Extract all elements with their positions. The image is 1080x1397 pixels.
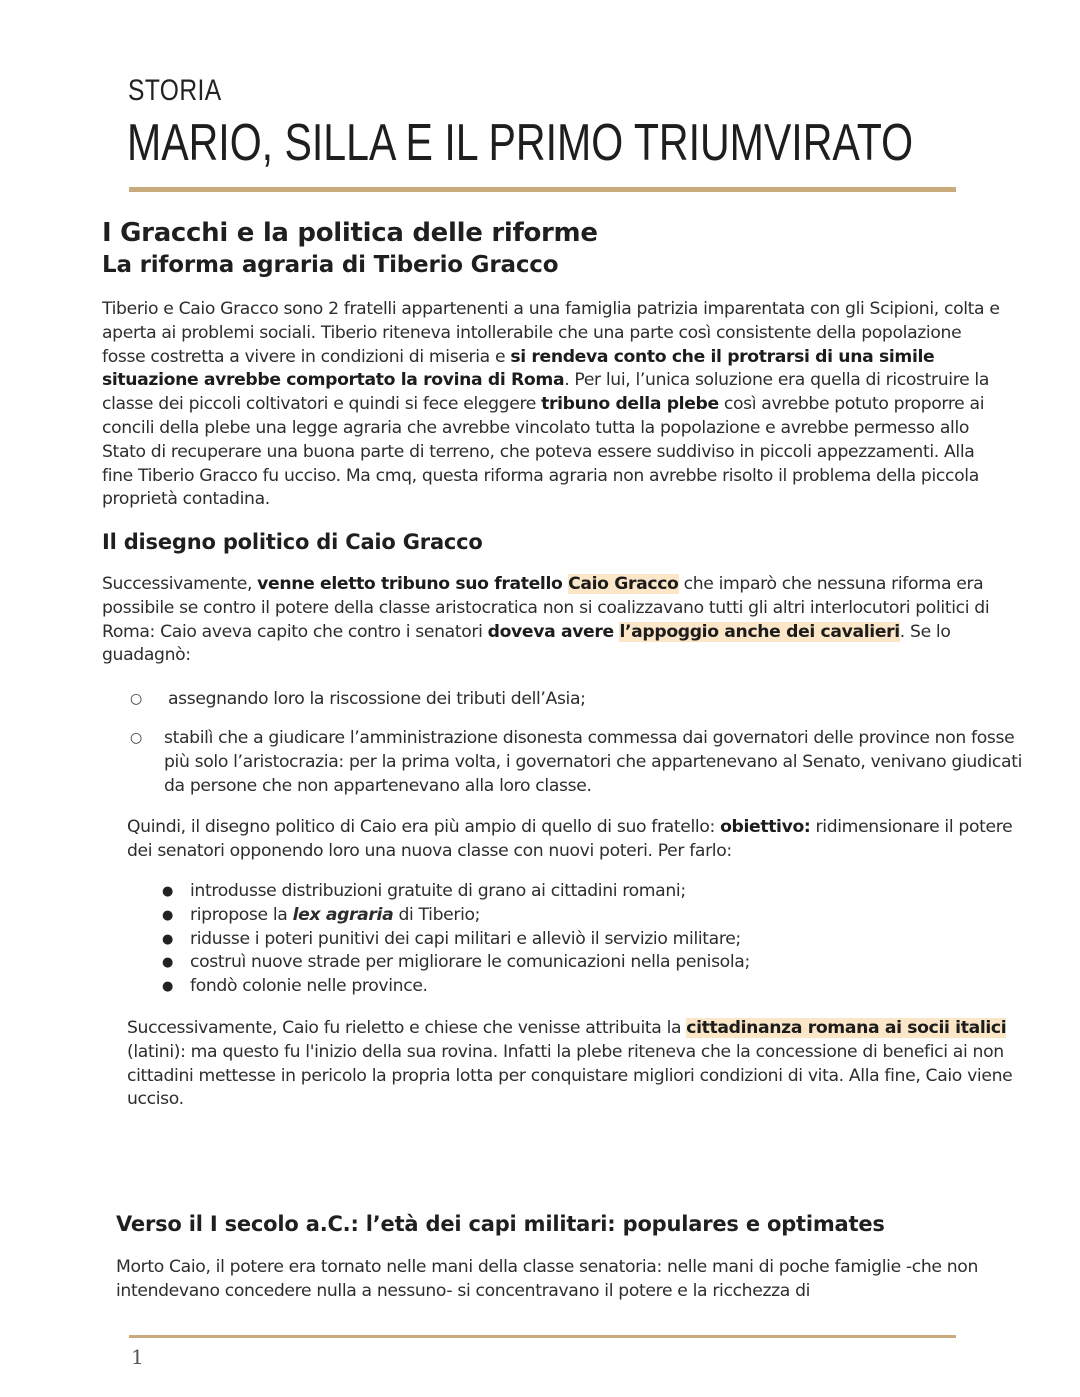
list-item-text: costruì nuove strade per migliorare le comunicazioni nella penisola; [190,952,750,973]
bullet-icon: ● [162,907,173,923]
list-item-text: ripropose la [190,904,293,925]
list-item-text: di Tiberio; [393,904,481,925]
text-run: Quindi, il disegno politico di Caio era più ampio di quello di suo fratello: [127,817,721,837]
bold-run: si rendeva conto che il protrarsi di una simile situazione avrebbe comportato la rovina di Roma [102,346,935,391]
subject-label: STORIA [128,74,222,107]
text-run: Successivamente, Caio fu rieletto e chiese che venisse attribuita la [127,1018,687,1038]
list-item [160,880,1020,904]
sublist [130,688,1030,712]
emphasis-run: lex agraria [292,904,394,925]
bullet-icon: ● [162,979,173,995]
text-run: Tiberio e Caio Gracco sono 2 fratelli appartenenti a una famiglia patrizia imparentata con gli Scipioni, colta e aperta ai problemi sociali. Tiberio riteneva intollerabile che una parte così consistente della popolazione fosse costretta a vivere in condizioni di miseria e [102,299,1000,367]
list-item [160,975,1020,999]
text-run: che imparò che nessuna riforma era possibile se contro il potere della classe aristocratica non si coalizzavano tutti gli altri interlocutori politici di Roma: Caio aveva capito che contro i senatori [102,574,990,642]
highlight-run: l’appoggio anche dei cavalieri [619,621,900,642]
bullet-icon: ● [162,955,173,971]
list-item [160,928,1020,952]
bold-run: venne eletto tribuno suo fratello [257,574,569,594]
list-item-text: assegnando loro la riscossione dei tributi dell’Asia; [168,689,586,709]
list-item [160,951,1020,975]
header-divider [129,187,956,192]
text-run: . Se lo guadagnò: [102,621,951,666]
section-heading-caio: Il disegno politico di Caio Gracco [102,530,483,554]
highlight-run: Caio Gracco [568,574,679,594]
text-run: ridimensionare il potere dei senatori opponendo loro una nuova classe con nuovi poteri. Per farlo: [127,817,1013,861]
sublist [130,727,1030,798]
list-item-text: stabilì che a giudicare l’amministrazione disonesta commessa dai governatori delle province non fosse più solo l’aristocrazia: per la prima volta, i governatori che appartenevano al Senato, venivano giudicati da persone che non appartenevano alla loro classe. [164,728,1023,796]
subheading-riforma-agraria: La riforma agraria di Tiberio Gracco [102,252,559,278]
list-item-text: ridusse i poteri punitivi dei capi militari e alleviò il servizio militare; [190,928,741,949]
bold-run: tribuno della plebe [541,394,719,415]
text-run: così avrebbe potuto proporre ai concili della plebe una legge agraria che avrebbe vincolato tutta la popolazione e avrebbe permesso allo Stato di recuperare una buona parte di terreno, che poteva essere suddiviso in piccoli appezzamenti. Alla fine Tiberio Gracco fu ucciso. Ma cmq, questa riforma agraria non avrebbe risolto il problema della piccola proprietà contadina. [102,394,985,510]
text-run: Successivamente, [102,574,258,594]
bold-run: doveva avere [487,621,620,642]
circle-bullet-icon: ○ [130,730,142,746]
section-heading-gracchi: I Gracchi e la politica delle riforme [102,218,598,248]
text-run: (latini): ma questo fu l'inizio della sua rovina. Infatti la plebe riteneva che la concessione di benefici ai non cittadini mettesse in pericolo la propria lotta per conquistare migliori condizioni di vita. Alla fine, Caio viene ucciso. [127,1041,1013,1110]
text-run: . Per lui, l’unica soluzione era quella di ricostruire la classe dei piccoli coltivatori e quindi si fece eleggere [102,370,990,415]
page-number: 1 [131,1345,144,1369]
list-item [130,688,1030,712]
highlight-run: cittadinanza romana ai socii italici [686,1018,1007,1038]
list-item-text: fondò colonie nelle province. [190,976,428,997]
section-heading-capi-militari: Verso il I secolo a.C.: l’età dei capi militari: populares e optimates [116,1212,885,1236]
paragraph-cittadinanza [127,1017,1017,1112]
bullet-list [160,880,1020,999]
paragraph-tiberio [102,298,1002,512]
circle-bullet-icon: ○ [130,691,142,707]
list-item [130,727,1030,798]
paragraph-caio [102,573,1002,668]
bullet-icon: ● [162,884,173,899]
list-item-text: introdusse distribuzioni gratuite di grano ai cittadini romani; [190,881,686,901]
bold-run: obiettivo: [720,817,811,837]
paragraph-morto-caio: Morto Caio, il potere era tornato nelle mani della classe senatoria: nelle mani di poche famiglie -che non intendevano concedere nulla a nessuno- si concentravano il potere e la ricchezza di [116,1257,978,1301]
list-item [160,904,1020,928]
footer-divider [129,1335,956,1338]
paragraph-disegno [127,816,1027,864]
page-title: MARIO, SILLA E IL PRIMO TRIUMVIRATO [127,114,914,172]
bullet-icon: ● [162,931,173,947]
